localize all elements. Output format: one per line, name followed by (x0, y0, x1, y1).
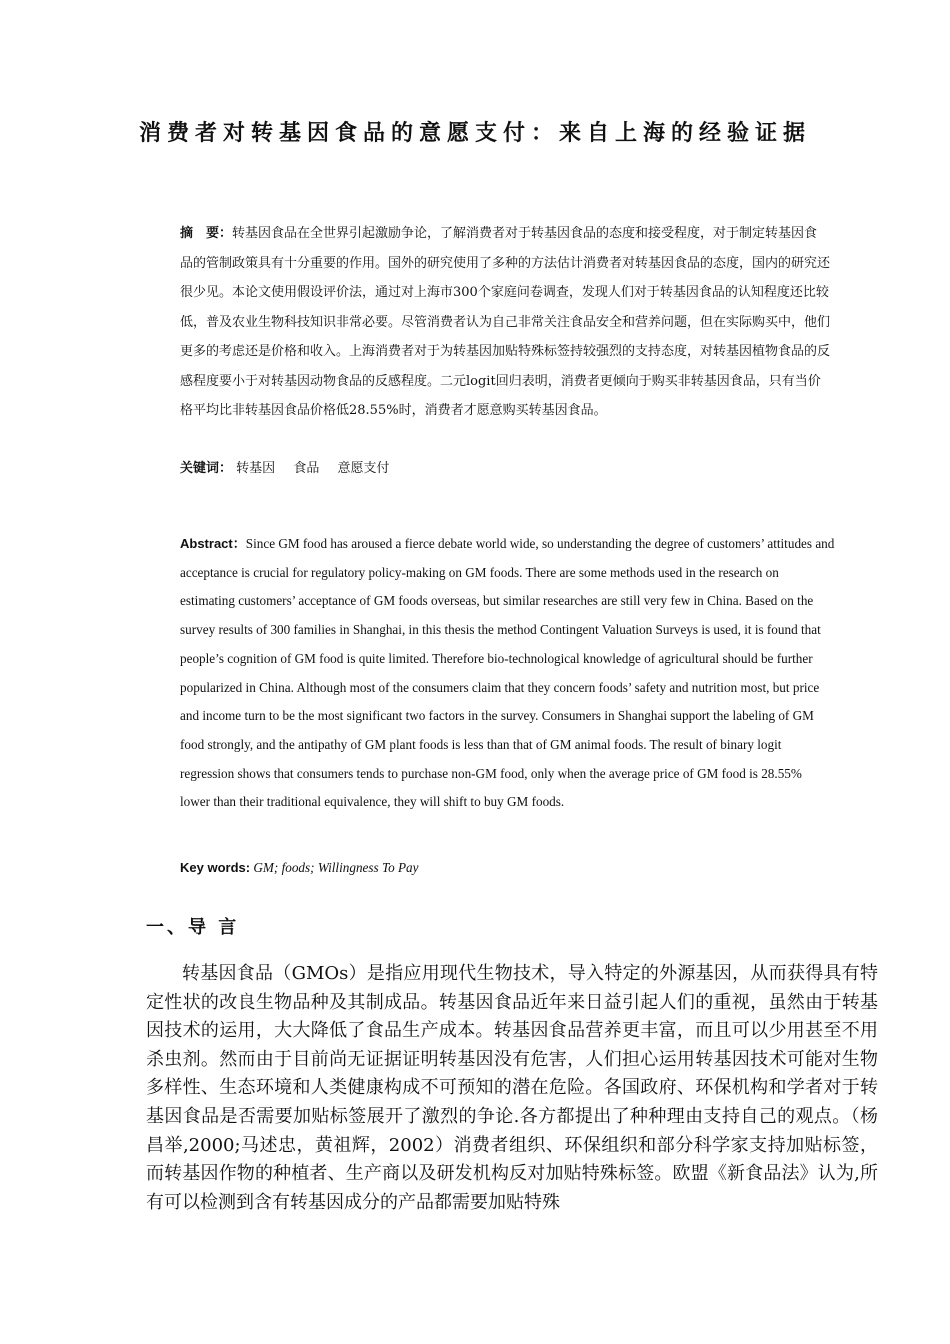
english-abstract (180, 530, 835, 817)
chinese-keywords-label: 关键词： (180, 461, 233, 476)
english-keywords-label: Key words: (180, 860, 251, 875)
english-abstract-text: Since GM food has aroused a fierce debate world wide, so understanding the degree of customers’ attitudes and acceptance is crucial for regulatory policy-making on GM foods. There are some methods used in the research on estimating customers’ acceptance of GM foods overseas, but similar researches are still very few in China. Based on the survey results of 300 families in Shanghai, in this thesis the method Contingent Valuation Surveys is used, it is found that people’s cognition of GM food is quite limited. Therefore bio-technological knowledge of agricultural should be further popularized in China. Although most of the consumers claim that they concern foods’ safety and nutrition most, but price and income turn to be the most significant two factors in the survey. Consumers in Shanghai support the labeling of GM food strongly, and the antipathy of GM plant foods is less than that of GM animal foods. The result of binary logit regression shows that consumers tends to purchase non-GM food, only when the average price of GM food is 28.55% lower than their traditional equivalence, they will shift to buy GM foods. (180, 536, 835, 810)
chinese-keyword: 转基因 (236, 461, 276, 476)
chinese-abstract-text: 转基因食品在全世界引起激励争论，了解消费者对于转基因食品的态度和接受程度，对于制定转基因食品的管制政策具有十分重要的作用。国外的研究使用了多种的方法估计消费者对转基因食品的态度，国内的研究还很少见。本论文使用假设评价法，通过对上海市300个家庭问卷调查，发现人们对于转基因食品的认知程度还比较低，普及农业生物科技知识非常必要。尽管消费者认为自己非常关注食品安全和营养问题，但在实际购买中，他们更多的考虑还是价格和收入。上海消费者对于为转基因加贴特殊标签持较强烈的支持态度，对转基因植物食品的反感程度要小于对转基因动物食品的反感程度。二元logit回归表明，消费者更倾向于购买非转基因食品，只有当价格平均比非转基因食品价格低28.55%时，消费者才愿意购买转基因食品。 (180, 226, 831, 418)
chinese-abstract-label: 摘 要： (180, 226, 233, 241)
chinese-keywords (180, 458, 403, 480)
english-keywords (180, 857, 418, 879)
chinese-keyword: 意愿支付 (337, 461, 390, 476)
section-paragraph: 转基因食品（GMOs）是指应用现代生物技术，导入特定的外源基因，从而获得具有特定性状的改良生物品种及其制成品。转基因食品近年来日益引起人们的重视，虽然由于转基因技术的运用，大大降低了食品生产成本。转基因食品营养更丰富，而且可以少用甚至不用杀虫剂。然而由于目前尚无证据证明转基因没有危害，人们担心运用转基因技术可能对生物多样性、生态环境和人类健康构成不可预知的潜在危险。各国政府、环保机构和学者对于转基因食品是否需要加贴标签展开了激烈的争论.各方都提出了种种理由支持自己的观点。（杨昌举,2000;马述忠，黄祖辉，2002）消费者组织、环保组织和部分科学家支持加贴标签，而转基因作物的种植者、生产商以及研发机构反对加贴特殊标签。欧盟《新食品法》认为,所有可以检测到含有转基因成分的产品都需要加贴特殊 (146, 963, 878, 1213)
section-heading: 一、导 言 (146, 917, 240, 938)
chinese-keyword: 食品 (293, 461, 320, 476)
paper-title: 消费者对转基因食品的意愿支付：来自上海的经验证据 (138, 120, 811, 146)
english-abstract-label: Abstract： (180, 536, 246, 551)
english-keywords-value: GM; foods; Willingness To Pay (253, 860, 419, 875)
chinese-abstract (180, 219, 830, 426)
